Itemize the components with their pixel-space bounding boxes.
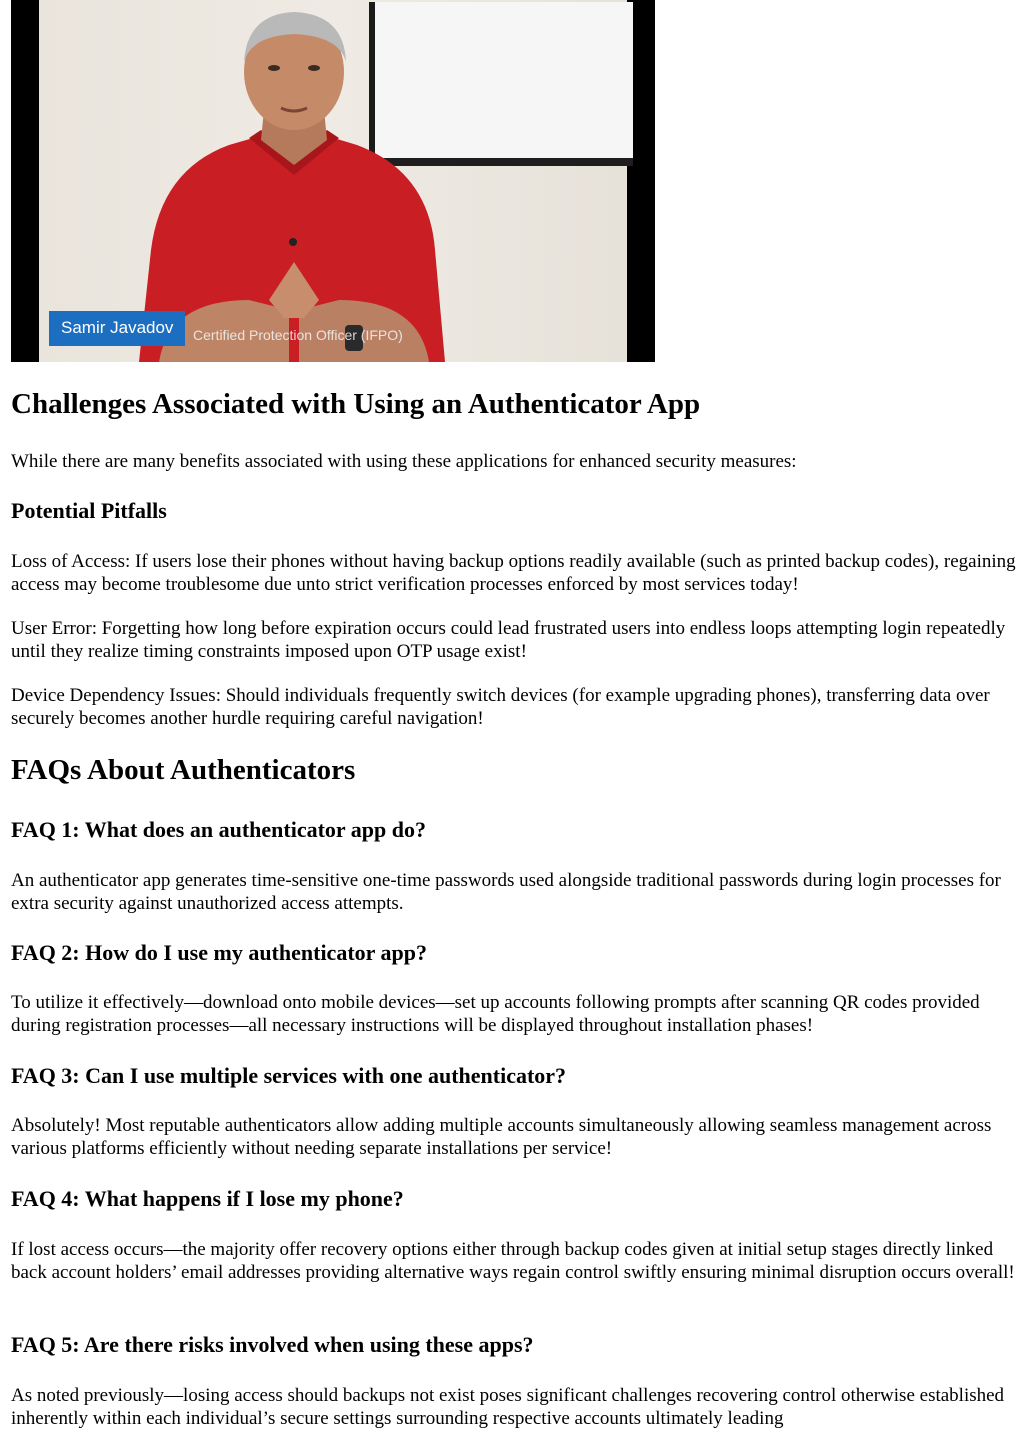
faq-answer: As noted previously—losing access should backups not exist poses significant challenges recovering control otherwise established inherently within each individual’s secure settings surrounding respective accounts ultimately leading [11, 1385, 1005, 1429]
pitfalls-heading: Potential Pitfalls [11, 498, 167, 523]
article [11, 0, 1016, 1429]
pitfall-paragraph: Loss of Access: If users lose their phones without having backup options readily available (such as printed backup codes), regaining access may become troublesome due unto strict verification processes enforced by most services today! [11, 551, 1016, 595]
faqs-heading: FAQs About Authenticators [11, 754, 356, 786]
challenges-intro: While there are many benefits associated with using these applications for enhanced security measures: [11, 451, 797, 472]
presenter-figure [99, 0, 459, 362]
pitfall-paragraph: User Error: Forgetting how long before expiration occurs could lead frustrated users into endless loops attempting login repeatedly until they realize timing constraints imposed upon OTP usage exist! [11, 618, 1006, 662]
faq-answer: An authenticator app generates time-sensitive one-time passwords used alongside traditional passwords during login processes for extra security against unauthorized access attempts. [11, 870, 1001, 914]
faq-answer: If lost access occurs—the majority offer recovery options either through backup codes given at initial setup stages directly linked back account holders’ email addresses providing alternative ways regain control swiftly ensuring minimal disruption occurs overall! [11, 1239, 1015, 1283]
speaker-name-tag: Samir Javadov [49, 311, 185, 346]
video-frame[interactable] [11, 0, 655, 362]
faq-answer: To utilize it effectively—download onto mobile devices—set up accounts following prompts after scanning QR codes provided during registration processes—all necessary instructions will be displayed throughout installation phases! [11, 992, 980, 1036]
video-scene [39, 0, 627, 362]
faq-question: FAQ 3: Can I use multiple services with one authenticator? [11, 1063, 567, 1088]
faq-question: FAQ 4: What happens if I lose my phone? [11, 1186, 404, 1211]
faq-question: FAQ 1: What does an authenticator app do? [11, 817, 426, 842]
faq-question: FAQ 2: How do I use my authenticator app? [11, 940, 427, 965]
pitfall-paragraph: Device Dependency Issues: Should individuals frequently switch devices (for example upgrading phones), transferring data over securely becomes another hurdle requiring careful navigation! [11, 685, 990, 729]
speaker-role-caption: Certified Protection Officer (IFPO) [193, 327, 403, 343]
challenges-heading: Challenges Associated with Using an Authenticator App [11, 388, 701, 420]
faq-question: FAQ 5: Are there risks involved when using these apps? [11, 1332, 534, 1357]
faq-answer: Absolutely! Most reputable authenticators allow adding multiple accounts simultaneously allowing seamless management across various platforms efficiently without needing separate installations per service! [11, 1115, 992, 1159]
